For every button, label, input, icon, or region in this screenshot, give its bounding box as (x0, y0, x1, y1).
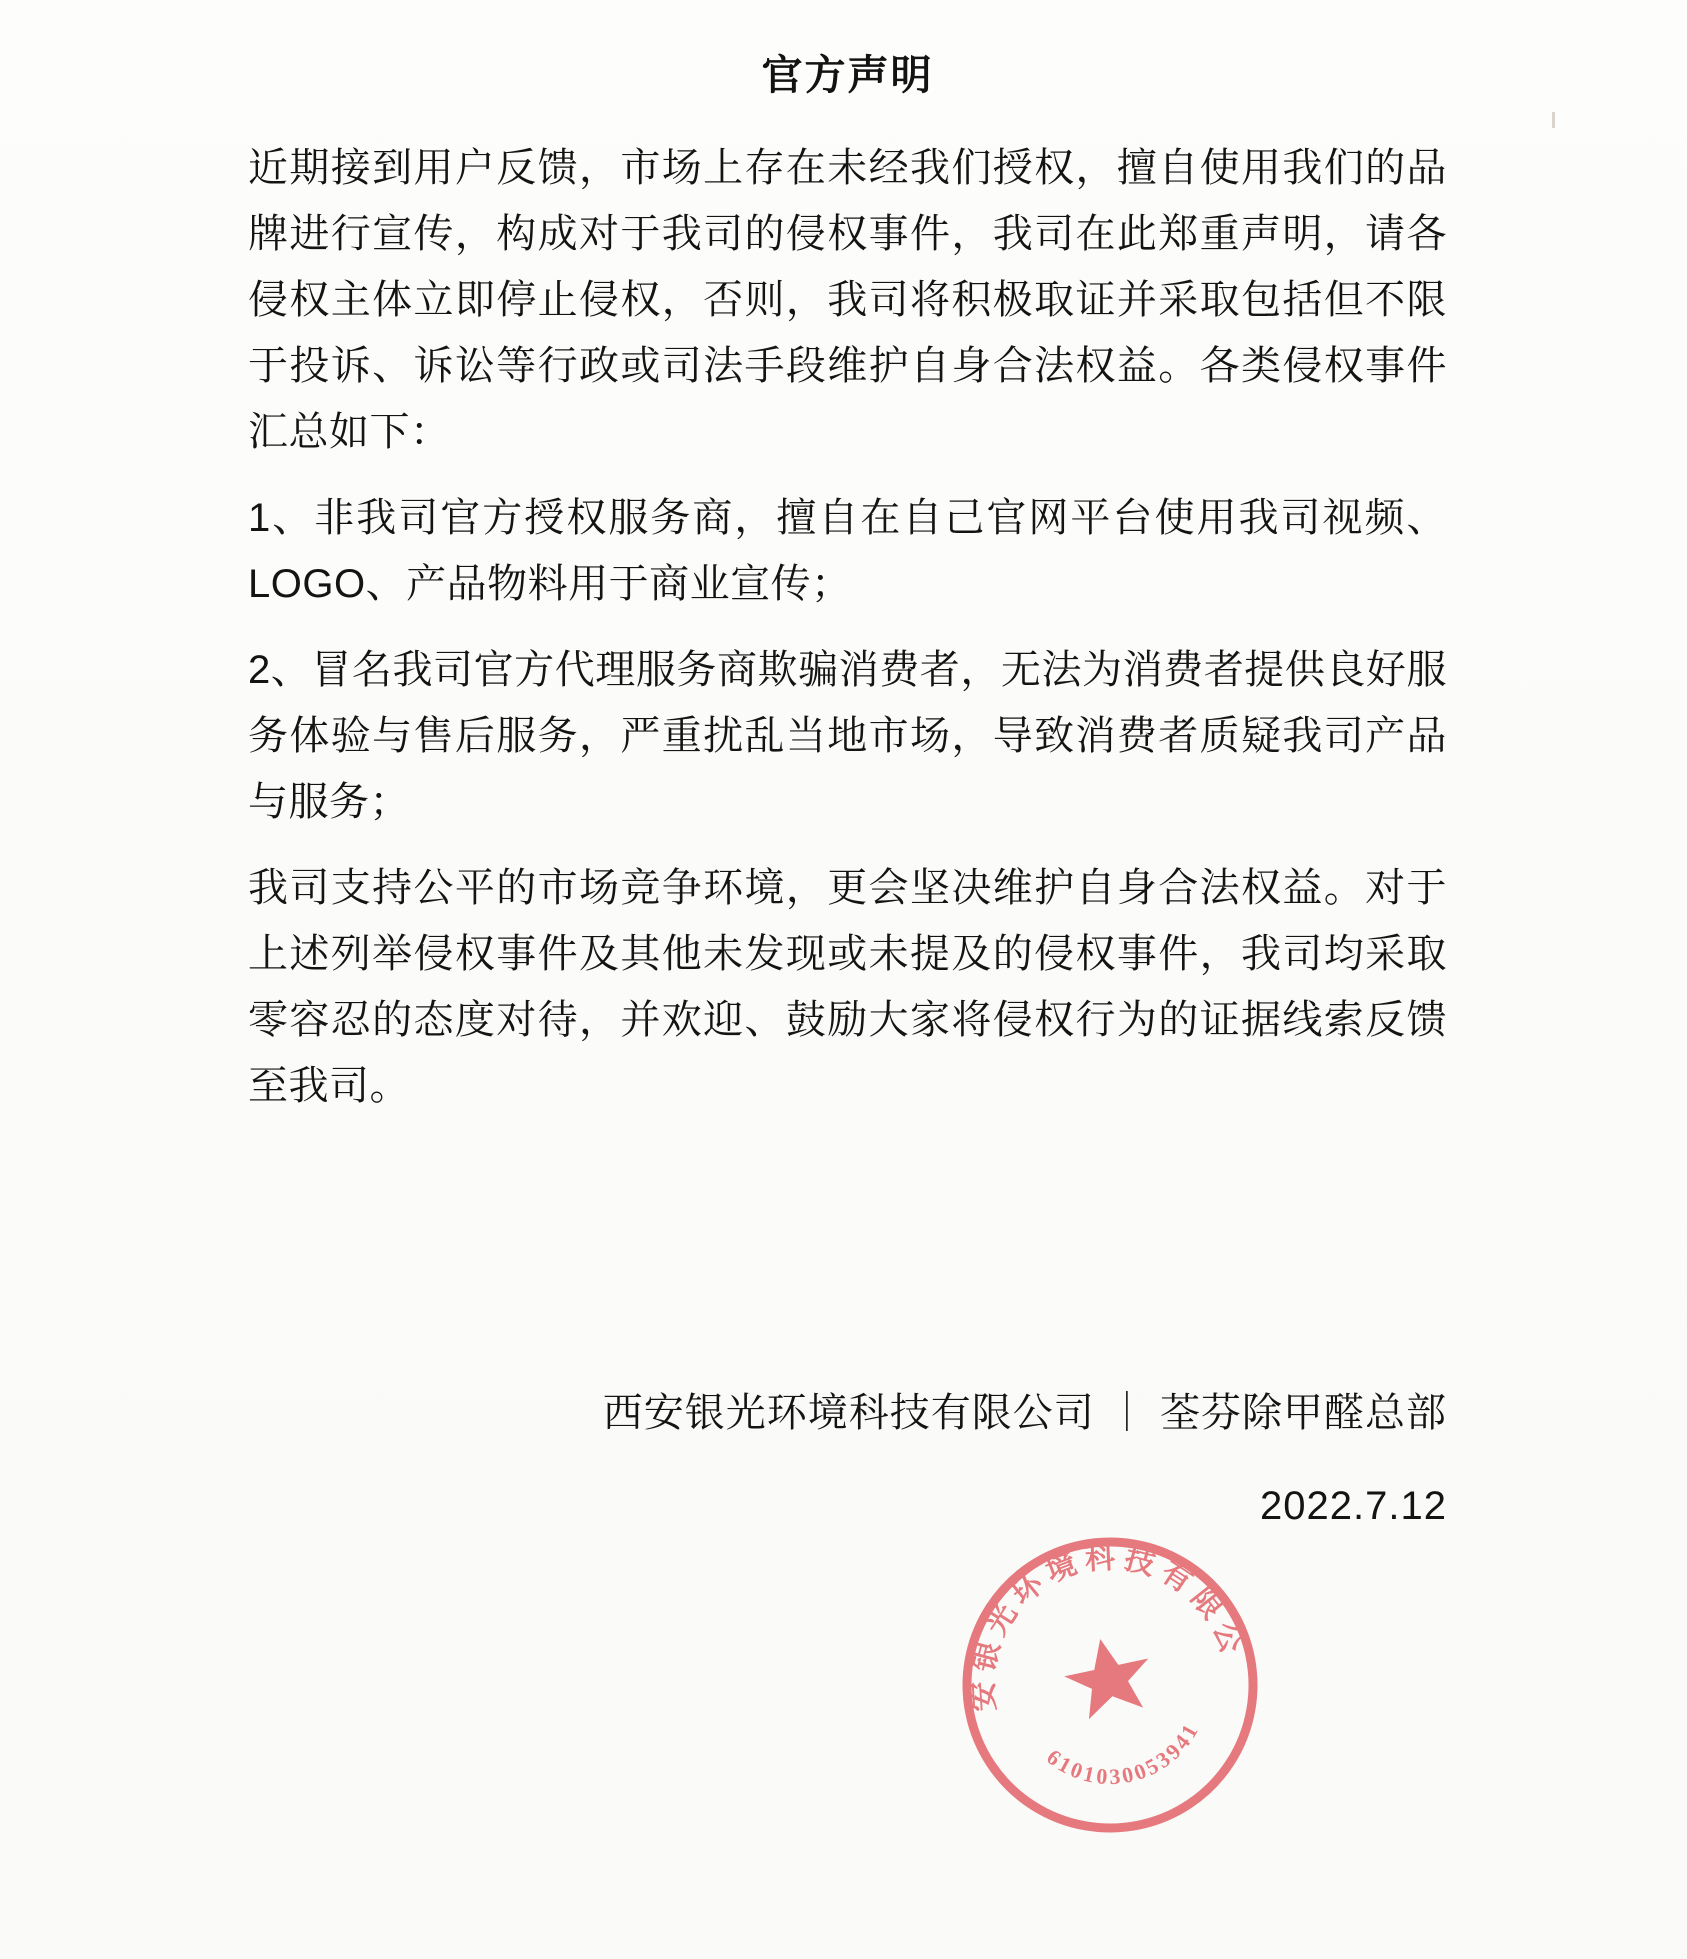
page-title: 官方声明 (761, 52, 934, 98)
statement-paragraph-2: 1、非我司官方授权服务商，擅自在自己官网平台使用我司视频、LOGO、产品物料用于商业宣传； (248, 496, 1447, 606)
statement-paragraph-3: 2、冒名我司官方代理服务商欺骗消费者，无法为消费者提供良好服务体验与售后服务，严重扰乱当地市场，导致消费者质疑我司产品与服务； (248, 648, 1447, 824)
company-signature: 西安银光环境科技有限公司 ｜ 荃芬除甲醛总部 (602, 1391, 1447, 1435)
statement-date: 2022.7.12 (1260, 1484, 1447, 1528)
statement-paragraph-4: 我司支持公平的市场竞争环境，更会坚决维护自身合法权益。对于上述列举侵权事件及其他未发现或未提及的侵权事件，我司均采取零容忍的态度对待，并欢迎、鼓励大家将侵权行为的证据线索反馈至我司。 (248, 866, 1447, 1108)
svg-text:6101030053941: 6101030053941 (1042, 1717, 1205, 1790)
signature-block (247, 1381, 1447, 1529)
statement-paragraph-1: 近期接到用户反馈，市场上存在未经我们授权，擅自使用我们的品牌进行宣传，构成对于我司的侵权事件，我司在此郑重声明，请各侵权主体立即停止侵权，否则，我司将积极取证并采取包括但不限于投诉、诉讼等行政或司法手段维护自身合法权益。各类侵权事件汇总如下： (248, 146, 1447, 454)
svg-text:西安银光环境科技有限公司: 西安银光环境科技有限公司 (966, 1541, 1251, 1713)
